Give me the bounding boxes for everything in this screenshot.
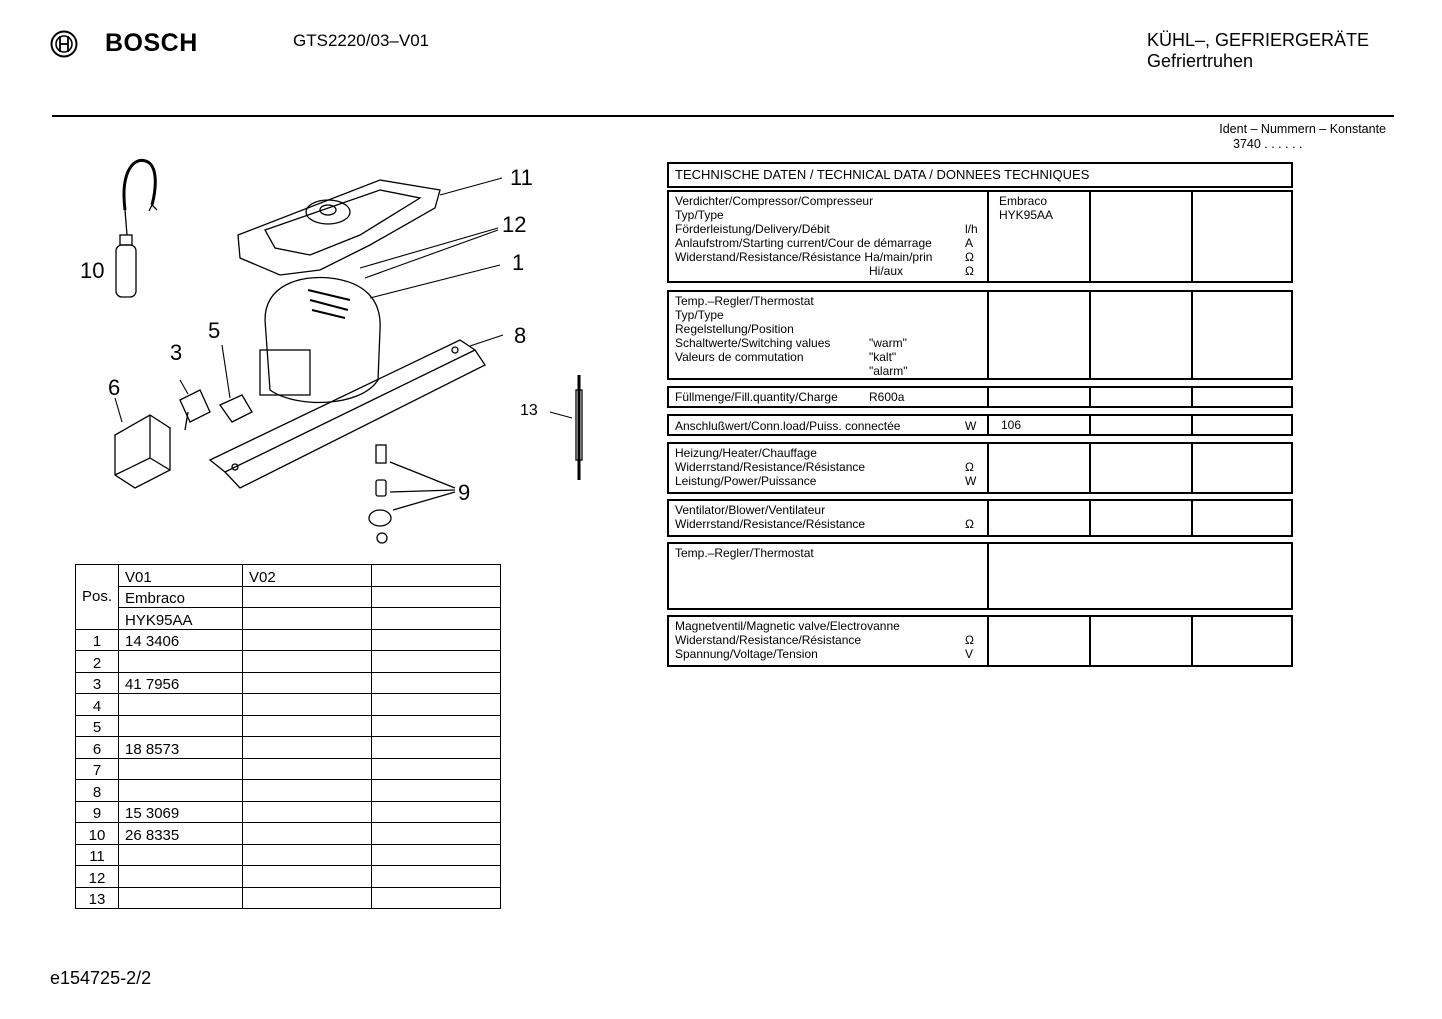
charge-label: Füllmenge/Fill.quantity/Charge xyxy=(675,390,838,404)
row-pos: 3 xyxy=(76,672,119,694)
unit-a: A xyxy=(965,236,974,250)
empty-cell xyxy=(243,586,372,608)
callout-5: 5 xyxy=(208,318,221,343)
row-empty-cell xyxy=(372,737,501,759)
unit-lh: l/h xyxy=(965,222,978,236)
row-v01-part-number xyxy=(119,780,243,802)
heater-section xyxy=(667,442,1293,494)
tech-title: TECHNISCHE DATEN / TECHNICAL DATA / DONNEES TECHNIQUES xyxy=(675,167,1090,182)
brand-name: BOSCH xyxy=(105,29,198,57)
row-empty-cell xyxy=(372,844,501,866)
row-v01-part-number: 41 7956 xyxy=(119,672,243,694)
load-section xyxy=(667,414,1293,436)
parts-row xyxy=(76,629,501,651)
switch-warm: "warm" xyxy=(869,336,907,350)
row-pos: 10 xyxy=(76,823,119,845)
power-label: Leistung/Power/Puissance xyxy=(675,474,817,488)
parts-row xyxy=(76,651,501,673)
parts-row xyxy=(76,866,501,888)
empty-cell xyxy=(372,608,501,630)
maker-cell: Embraco xyxy=(119,586,243,608)
callout-12: 12 xyxy=(502,212,527,237)
commutation-label: Valeurs de commutation xyxy=(675,350,804,364)
blower-section xyxy=(667,499,1293,537)
row-pos: 13 xyxy=(76,887,119,909)
callout-11: 11 xyxy=(510,165,533,190)
variant-v02-header: V02 xyxy=(243,565,372,587)
row-empty-cell xyxy=(372,629,501,651)
unit-ohm: Ω xyxy=(965,460,974,474)
row-pos: 12 xyxy=(76,866,119,888)
part-1-compressor xyxy=(260,277,380,402)
row-pos: 6 xyxy=(76,737,119,759)
compressor-section xyxy=(667,190,1293,283)
row-v02-cell xyxy=(243,629,372,651)
unit-ohm: Ω xyxy=(965,633,974,647)
part-5-overload xyxy=(220,395,252,422)
load-label: Anschlußwert/Conn.load/Puiss. connectée xyxy=(675,419,901,433)
part-3-relay xyxy=(180,390,210,430)
tech-title-box xyxy=(667,162,1293,188)
callout-6: 6 xyxy=(108,375,121,400)
row-empty-cell xyxy=(372,758,501,780)
load-value: 106 xyxy=(1001,418,1022,432)
row-v02-cell xyxy=(243,844,372,866)
row-empty-cell xyxy=(372,780,501,802)
blower-labels xyxy=(675,503,985,531)
row-v01-part-number: 14 3406 xyxy=(119,629,243,651)
thermostat2-section xyxy=(667,542,1293,610)
row-v02-cell xyxy=(243,780,372,802)
refrigerant-value: R600a xyxy=(869,390,905,404)
callout-8: 8 xyxy=(514,323,527,348)
row-pos: 11 xyxy=(76,844,119,866)
parts-type-row xyxy=(76,608,501,630)
row-pos: 8 xyxy=(76,780,119,802)
resistance-label: Widerrstand/Resistance/Résistance xyxy=(675,460,866,474)
exploded-parts-drawing xyxy=(60,150,620,555)
compressor-maker: Embraco xyxy=(999,194,1048,208)
part-8-baseplate xyxy=(210,340,485,488)
starting-current-label: Anlaufstrom/Starting current/Cour de démarrage xyxy=(675,236,932,250)
voltage-label: Spannung/Voltage/Tension xyxy=(675,647,818,661)
parts-row xyxy=(76,672,501,694)
part-10-capacitor xyxy=(116,160,157,297)
blower-label: Ventilator/Blower/Ventilateur xyxy=(675,503,826,517)
resistance-label: Widerstand/Resistance/Résistance xyxy=(675,633,862,647)
row-v01-part-number xyxy=(119,887,243,909)
row-v02-cell xyxy=(243,866,372,888)
row-v01-part-number: 26 8335 xyxy=(119,823,243,845)
row-v01-part-number: 15 3069 xyxy=(119,801,243,823)
compressor-label: Verdichter/Compressor/Compresseur xyxy=(675,194,874,208)
ident-number: 3740 . . . . . . xyxy=(1233,137,1303,151)
type-label: Typ/Type xyxy=(675,308,724,322)
row-v02-cell xyxy=(243,651,372,673)
ident-label: Ident – Nummern – Konstante xyxy=(1219,122,1386,136)
parts-row xyxy=(76,823,501,845)
pos-header: Pos. xyxy=(76,565,119,630)
parts-header-row xyxy=(76,565,501,587)
row-v02-cell xyxy=(243,694,372,716)
callout-13: 13 xyxy=(520,402,538,419)
parts-table xyxy=(75,564,501,909)
charge-section xyxy=(667,386,1293,408)
row-v01-part-number: 18 8573 xyxy=(119,737,243,759)
resistance-main-label: Widerstand/Resistance/Résistance Ha/main/prin xyxy=(675,250,933,264)
row-v02-cell xyxy=(243,801,372,823)
row-v02-cell xyxy=(243,672,372,694)
row-v01-part-number xyxy=(119,758,243,780)
unit-ohm: Ω xyxy=(965,250,974,264)
unit-w: W xyxy=(965,419,977,433)
row-v01-part-number xyxy=(119,844,243,866)
thermostat-label: Temp.–Regler/Thermostat xyxy=(675,294,814,308)
valve-label: Magnetventil/Magnetic valve/Electrovanne xyxy=(675,619,900,633)
compressor-type: HYK95AA xyxy=(999,208,1054,222)
row-empty-cell xyxy=(372,887,501,909)
row-empty-cell xyxy=(372,694,501,716)
part-13-dryer xyxy=(576,375,582,480)
row-v02-cell xyxy=(243,737,372,759)
row-v02-cell xyxy=(243,887,372,909)
row-pos: 2 xyxy=(76,651,119,673)
unit-v: V xyxy=(965,647,974,661)
delivery-label: Förderleistung/Delivery/Débit xyxy=(675,222,830,236)
heater-label: Heizung/Heater/Chauffage xyxy=(675,446,817,460)
thermostat-section xyxy=(667,290,1293,380)
part-9-mounting-hardware xyxy=(369,445,455,543)
row-empty-cell xyxy=(372,672,501,694)
row-pos: 5 xyxy=(76,715,119,737)
parts-row xyxy=(76,715,501,737)
switching-values-label: Schaltwerte/Switching values xyxy=(675,336,831,350)
switch-kalt: "kalt" xyxy=(869,350,897,364)
resistance-aux-label: Hi/aux xyxy=(869,264,904,278)
variant-empty-header xyxy=(372,565,501,587)
type-cell: HYK95AA xyxy=(119,608,243,630)
row-v01-part-number xyxy=(119,651,243,673)
category-title: KÜHL–, GEFRIERGERÄTE xyxy=(1147,30,1370,50)
parts-row xyxy=(76,780,501,802)
empty-cell xyxy=(243,608,372,630)
row-v02-cell xyxy=(243,715,372,737)
parts-maker-row xyxy=(76,586,501,608)
row-pos: 7 xyxy=(76,758,119,780)
callout-9: 9 xyxy=(458,480,471,505)
row-v01-part-number xyxy=(119,694,243,716)
parts-row xyxy=(76,844,501,866)
unit-w: W xyxy=(965,474,977,488)
row-v01-part-number xyxy=(119,715,243,737)
callout-10: 10 xyxy=(80,258,105,283)
unit-ohm: Ω xyxy=(965,517,974,531)
part-11-shroud xyxy=(238,180,440,275)
position-label: Regelstellung/Position xyxy=(675,322,794,336)
row-pos: 4 xyxy=(76,694,119,716)
type-label: Typ/Type xyxy=(675,208,724,222)
callout-3: 3 xyxy=(170,340,183,365)
row-empty-cell xyxy=(372,715,501,737)
unit-ohm: Ω xyxy=(965,264,974,278)
parts-row xyxy=(76,694,501,716)
row-empty-cell xyxy=(372,866,501,888)
category-subtitle: Gefriertruhen xyxy=(1147,51,1254,71)
thermostat-labels xyxy=(675,294,985,364)
heater-labels xyxy=(675,446,985,488)
parts-row xyxy=(76,758,501,780)
part-6-cover xyxy=(115,415,170,488)
compressor-labels xyxy=(675,194,985,278)
row-v02-cell xyxy=(243,758,372,780)
variant-v01-header: V01 xyxy=(119,565,243,587)
row-empty-cell xyxy=(372,823,501,845)
model-number: GTS2220/03–V01 xyxy=(293,31,430,50)
row-empty-cell xyxy=(372,651,501,673)
empty-cell xyxy=(372,586,501,608)
document-id: e154725-2/2 xyxy=(50,968,152,988)
row-v02-cell xyxy=(243,823,372,845)
resistance-label: Widerrstand/Resistance/Résistance xyxy=(675,517,866,531)
switch-alarm: "alarm" xyxy=(869,364,908,378)
row-pos: 9 xyxy=(76,801,119,823)
header-divider xyxy=(52,115,1394,117)
parts-row xyxy=(76,887,501,909)
valve-labels xyxy=(675,619,985,661)
thermostat2-label: Temp.–Regler/Thermostat xyxy=(675,546,814,560)
parts-row xyxy=(76,801,501,823)
row-pos: 1 xyxy=(76,629,119,651)
row-empty-cell xyxy=(372,801,501,823)
parts-row xyxy=(76,737,501,759)
row-v01-part-number xyxy=(119,866,243,888)
callout-1: 1 xyxy=(512,250,525,275)
bosch-logo-icon xyxy=(50,30,78,58)
valve-section xyxy=(667,615,1293,667)
